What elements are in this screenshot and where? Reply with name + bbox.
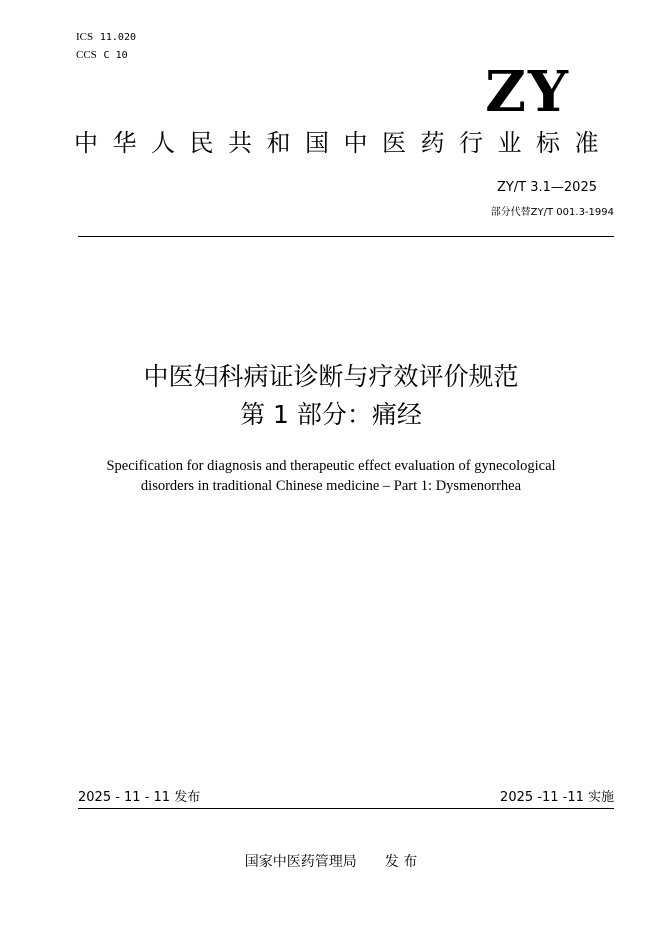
ccs-label: CCS bbox=[76, 49, 97, 61]
issuer-action: 发 布 bbox=[384, 854, 418, 870]
zy-logo: ZY bbox=[485, 59, 570, 125]
publish-date: 2025 - 11 - 11 发布 bbox=[78, 790, 201, 805]
ics-label: ICS bbox=[76, 31, 94, 43]
issuer-name: 国家中医药管理局 bbox=[244, 854, 357, 870]
title-chinese-line-2: 第 1 部分：痛经 bbox=[240, 400, 422, 429]
ics-classification bbox=[76, 31, 136, 44]
bottom-divider bbox=[78, 808, 614, 809]
ccs-classification bbox=[76, 49, 128, 62]
ics-code: 11.020 bbox=[99, 32, 136, 43]
title-chinese-line-1: 中医妇科病证诊断与疗效评价规范 bbox=[143, 362, 519, 391]
title-english-line-2: disorders in traditional Chinese medicine – Part 1: Dysmenorrhea bbox=[140, 478, 522, 494]
implement-date: 2025 -11 -11 实施 bbox=[500, 790, 614, 805]
top-divider bbox=[78, 236, 614, 237]
issuer-line bbox=[0, 853, 662, 871]
standard-number: ZY/T 3.1—2025 bbox=[496, 180, 597, 195]
ccs-code: C 10 bbox=[103, 50, 128, 61]
title-english-line-1: Specification for diagnosis and therapeutic effect evaluation of gynecological bbox=[106, 458, 556, 474]
standard-type-heading: 中华人民共和国中医药行业标准 bbox=[74, 129, 613, 157]
replaces-note: 部分代替ZY/T 001.3-1994 bbox=[490, 207, 614, 218]
